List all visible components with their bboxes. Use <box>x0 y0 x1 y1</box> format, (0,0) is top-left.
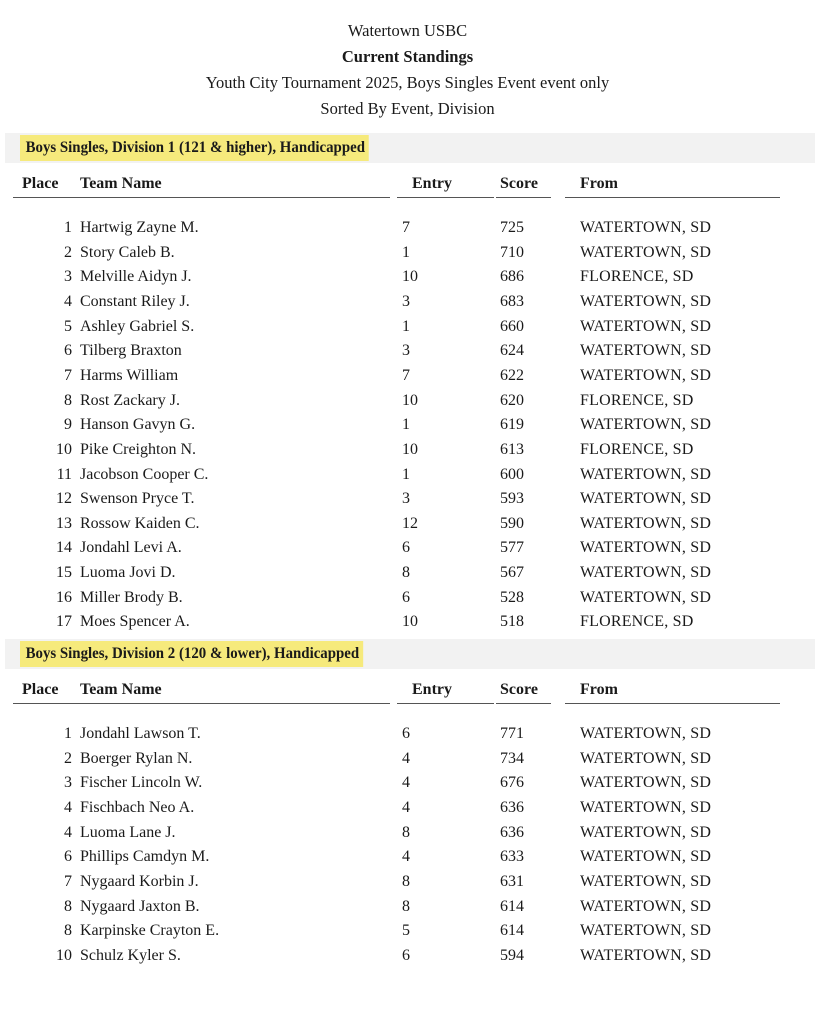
standings-row <box>0 895 815 920</box>
team-name-cell: Nygaard Korbin J. <box>80 872 199 890</box>
from-cell: WATERTOWN, SD <box>580 366 712 384</box>
place-cell: 17 <box>56 613 72 631</box>
standings-row <box>0 216 815 241</box>
standings-row <box>0 796 815 821</box>
from-cell: WATERTOWN, SD <box>580 539 712 557</box>
score-cell: 619 <box>500 416 524 434</box>
entry-cell: 6 <box>402 539 410 557</box>
place-cell: 7 <box>64 366 72 384</box>
team-name-cell: Fischbach Neo A. <box>80 798 195 816</box>
place-cell: 15 <box>56 564 72 582</box>
entry-cell: 12 <box>402 514 418 532</box>
team-name-cell: Melville Aidyn J. <box>80 268 192 286</box>
standings-row <box>0 241 815 266</box>
org-name: Watertown USBC <box>347 21 468 40</box>
place-cell: 4 <box>64 823 72 841</box>
place-cell: 1 <box>64 219 72 236</box>
score-cell: 676 <box>500 774 524 792</box>
team-name-cell: Boerger Rylan N. <box>80 749 193 767</box>
team-name-cell: Luoma Jovi D. <box>80 564 176 582</box>
team-name-cell: Luoma Lane J. <box>80 823 176 841</box>
score-cell: 528 <box>500 588 524 606</box>
score-cell: 631 <box>500 872 524 890</box>
entry-cell: 7 <box>402 366 410 384</box>
from-cell: WATERTOWN, SD <box>580 725 712 742</box>
standings-row <box>0 747 815 772</box>
entry-cell: 7 <box>402 219 410 236</box>
place-cell: 2 <box>64 749 72 767</box>
from-cell: WATERTOWN, SD <box>580 897 712 915</box>
from-cell: WATERTOWN, SD <box>580 465 712 483</box>
score-cell: 636 <box>500 823 524 841</box>
standings-row <box>0 919 815 944</box>
from-cell: FLORENCE, SD <box>580 440 694 458</box>
column-header-place: Place <box>22 175 59 192</box>
from-cell: WATERTOWN, SD <box>580 490 712 508</box>
place-cell: 6 <box>64 342 72 360</box>
team-name-cell: Jacobson Cooper C. <box>80 465 209 483</box>
team-name-cell: Ashley Gabriel S. <box>80 317 195 335</box>
team-name-cell: Pike Creighton N. <box>80 440 196 458</box>
from-cell: WATERTOWN, SD <box>580 922 712 940</box>
entry-cell: 1 <box>402 416 410 434</box>
from-cell: WATERTOWN, SD <box>580 749 712 767</box>
place-cell: 4 <box>64 292 72 310</box>
score-cell: 593 <box>500 490 524 508</box>
from-cell: WATERTOWN, SD <box>580 292 712 310</box>
place-cell: 3 <box>64 774 72 792</box>
team-name-cell: Tilberg Braxton <box>80 342 182 360</box>
score-cell: 771 <box>500 725 524 742</box>
standings-row <box>0 722 815 747</box>
place-cell: 4 <box>64 798 72 816</box>
place-cell: 8 <box>64 922 72 940</box>
standings-row <box>0 845 815 870</box>
entry-cell: 10 <box>402 268 418 286</box>
from-cell: WATERTOWN, SD <box>580 416 712 434</box>
team-name-cell: Hartwig Zayne M. <box>80 219 199 236</box>
entry-cell: 8 <box>402 564 410 582</box>
team-name-cell: Rost Zackary J. <box>80 391 180 409</box>
team-name-cell: Karpinske Crayton E. <box>80 922 220 940</box>
score-cell: 636 <box>500 798 524 816</box>
place-cell: 10 <box>56 440 72 458</box>
score-cell: 710 <box>500 243 524 261</box>
from-cell: WATERTOWN, SD <box>580 872 712 890</box>
place-cell: 9 <box>64 416 72 434</box>
column-header-entry: Entry <box>412 175 452 192</box>
place-cell: 7 <box>64 872 72 890</box>
standings-row <box>0 463 815 488</box>
entry-cell: 6 <box>402 946 410 964</box>
place-cell: 8 <box>64 897 72 915</box>
from-cell: WATERTOWN, SD <box>580 342 712 360</box>
standings-row <box>0 487 815 512</box>
score-cell: 633 <box>500 848 524 866</box>
header-underline <box>13 703 390 704</box>
standings-row <box>0 389 815 414</box>
score-cell: 518 <box>500 613 524 631</box>
entry-cell: 6 <box>402 725 410 742</box>
score-cell: 594 <box>500 946 524 964</box>
standings-row <box>0 771 815 796</box>
header-underline <box>496 197 551 198</box>
place-cell: 14 <box>56 539 72 557</box>
standings-row <box>0 944 815 969</box>
place-cell: 12 <box>56 490 72 508</box>
division-title-band <box>5 133 815 163</box>
from-cell: WATERTOWN, SD <box>580 588 712 606</box>
entry-cell: 3 <box>402 292 410 310</box>
from-cell: WATERTOWN, SD <box>580 564 712 582</box>
team-name-cell: Story Caleb B. <box>80 243 175 261</box>
place-cell: 3 <box>64 268 72 286</box>
entry-cell: 3 <box>402 490 410 508</box>
standings-row <box>0 561 815 586</box>
team-name-cell: Moes Spencer A. <box>80 613 190 631</box>
standings-row <box>0 586 815 611</box>
score-cell: 620 <box>500 391 524 409</box>
standings-row <box>0 512 815 537</box>
header-underline <box>565 703 780 704</box>
team-name-cell: Miller Brody B. <box>80 588 183 606</box>
place-cell: 8 <box>64 391 72 409</box>
entry-cell: 8 <box>402 872 410 890</box>
place-cell: 1 <box>64 725 72 742</box>
team-name-cell: Harms William <box>80 366 179 384</box>
header-underline <box>397 703 494 704</box>
from-cell: WATERTOWN, SD <box>580 219 712 236</box>
division-title: Boys Singles, Division 1 (121 & higher), Handicapped <box>20 135 369 161</box>
score-cell: 725 <box>500 219 524 236</box>
team-name-cell: Schulz Kyler S. <box>80 946 181 964</box>
entry-cell: 6 <box>402 588 410 606</box>
header-underline <box>565 197 780 198</box>
place-cell: 16 <box>56 588 72 606</box>
from-cell: WATERTOWN, SD <box>580 798 712 816</box>
score-cell: 590 <box>500 514 524 532</box>
from-cell: FLORENCE, SD <box>580 268 694 286</box>
event-subtitle: Youth City Tournament 2025, Boys Singles Event event only <box>205 73 610 92</box>
column-header-score: Score <box>500 175 538 192</box>
column-header-place: Place <box>22 681 59 698</box>
place-cell: 13 <box>56 514 72 532</box>
team-name-cell: Jondahl Lawson T. <box>80 725 201 742</box>
score-cell: 686 <box>500 268 524 286</box>
team-name-cell: Phillips Camdyn M. <box>80 848 210 866</box>
division-title: Boys Singles, Division 2 (120 & lower), Handicapped <box>20 641 363 667</box>
team-name-cell: Constant Riley J. <box>80 292 190 310</box>
score-cell: 614 <box>500 897 524 915</box>
standings-row <box>0 821 815 846</box>
from-cell: WATERTOWN, SD <box>580 946 712 964</box>
team-name-cell: Jondahl Levi A. <box>80 539 182 557</box>
division-title-band <box>5 639 815 669</box>
header-underline <box>13 197 390 198</box>
standings-row <box>0 290 815 315</box>
score-cell: 613 <box>500 440 524 458</box>
entry-cell: 1 <box>402 243 410 261</box>
score-cell: 683 <box>500 292 524 310</box>
standings-row <box>0 870 815 895</box>
entry-cell: 8 <box>402 897 410 915</box>
place-cell: 2 <box>64 243 72 261</box>
score-cell: 567 <box>500 564 524 582</box>
column-header-from: From <box>580 175 618 192</box>
score-cell: 622 <box>500 366 524 384</box>
team-name-cell: Rossow Kaiden C. <box>80 514 200 532</box>
header-underline <box>496 703 551 704</box>
entry-cell: 4 <box>402 749 410 767</box>
score-cell: 624 <box>500 342 524 360</box>
place-cell: 5 <box>64 317 72 335</box>
score-cell: 734 <box>500 749 524 767</box>
standings-row <box>0 610 815 635</box>
entry-cell: 10 <box>402 613 418 631</box>
standings-row <box>0 413 815 438</box>
from-cell: FLORENCE, SD <box>580 613 694 631</box>
column-header-entry: Entry <box>412 681 452 698</box>
team-name-cell: Nygaard Jaxton B. <box>80 897 200 915</box>
team-name-cell: Hanson Gavyn G. <box>80 416 196 434</box>
column-header-team: Team Name <box>80 175 162 192</box>
column-header-from: From <box>580 681 618 698</box>
standings-row <box>0 339 815 364</box>
entry-cell: 4 <box>402 798 410 816</box>
score-cell: 577 <box>500 539 524 557</box>
entry-cell: 3 <box>402 342 410 360</box>
entry-cell: 1 <box>402 465 410 483</box>
place-cell: 10 <box>56 946 72 964</box>
entry-cell: 8 <box>402 823 410 841</box>
from-cell: WATERTOWN, SD <box>580 774 712 792</box>
entry-cell: 10 <box>402 440 418 458</box>
from-cell: WATERTOWN, SD <box>580 823 712 841</box>
sort-description: Sorted By Event, Division <box>320 99 495 118</box>
entry-cell: 5 <box>402 922 410 940</box>
entry-cell: 4 <box>402 848 410 866</box>
team-name-cell: Swenson Pryce T. <box>80 490 195 508</box>
column-header-score: Score <box>500 681 538 698</box>
from-cell: WATERTOWN, SD <box>580 514 712 532</box>
standings-row <box>0 536 815 561</box>
standings-row <box>0 315 815 340</box>
column-header-team: Team Name <box>80 681 162 698</box>
entry-cell: 1 <box>402 317 410 335</box>
score-cell: 600 <box>500 465 524 483</box>
standings-row <box>0 364 815 389</box>
place-cell: 6 <box>64 848 72 866</box>
from-cell: WATERTOWN, SD <box>580 317 712 335</box>
score-cell: 660 <box>500 317 524 335</box>
place-cell: 11 <box>56 465 72 483</box>
from-cell: WATERTOWN, SD <box>580 243 712 261</box>
entry-cell: 4 <box>402 774 410 792</box>
from-cell: FLORENCE, SD <box>580 391 694 409</box>
standings-row <box>0 438 815 463</box>
score-cell: 614 <box>500 922 524 940</box>
page-title: Current Standings <box>341 47 474 66</box>
entry-cell: 10 <box>402 391 418 409</box>
team-name-cell: Fischer Lincoln W. <box>80 774 203 792</box>
from-cell: WATERTOWN, SD <box>580 848 712 866</box>
standings-row <box>0 265 815 290</box>
header-underline <box>397 197 494 198</box>
